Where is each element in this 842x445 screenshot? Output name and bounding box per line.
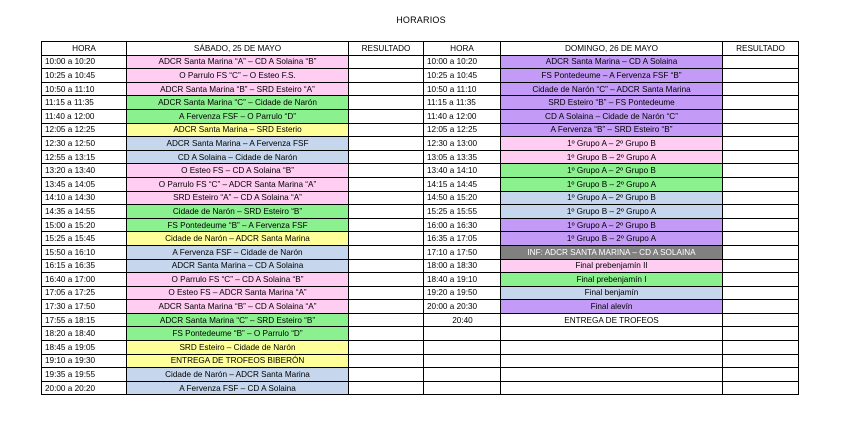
header-result-sunday: RESULTADO xyxy=(723,42,799,56)
sunday-result-cell[interactable] xyxy=(723,96,799,110)
sunday-match-cell: Final prebenjamín I xyxy=(501,273,723,287)
saturday-match-cell: ADCR Santa Marina – CD A Solaina xyxy=(127,259,349,273)
saturday-time-cell: 18:45 a 19:05 xyxy=(42,341,127,355)
sunday-result-cell[interactable] xyxy=(723,109,799,123)
saturday-result-cell[interactable] xyxy=(349,381,424,395)
sunday-match-cell xyxy=(501,368,723,382)
table-row xyxy=(42,381,799,395)
sunday-time-cell xyxy=(424,354,501,368)
sunday-result-cell[interactable] xyxy=(723,273,799,287)
table-row xyxy=(42,150,799,164)
header-hora-sunday: HORA xyxy=(424,42,501,56)
sunday-match-cell: Final prebenjamín II xyxy=(501,259,723,273)
table-row xyxy=(42,177,799,191)
table-row xyxy=(42,218,799,232)
table-row xyxy=(42,341,799,355)
sunday-result-cell[interactable] xyxy=(723,191,799,205)
saturday-result-cell[interactable] xyxy=(349,164,424,178)
saturday-time-cell: 11:15 a 11:35 xyxy=(42,96,127,110)
saturday-match-cell: O Parrulo FS “C” – CD A Solaina “B” xyxy=(127,273,349,287)
table-row xyxy=(42,55,799,69)
table-row xyxy=(42,109,799,123)
saturday-match-cell: O Esteo FS – CD A Solaina “B” xyxy=(127,164,349,178)
sunday-match-cell xyxy=(501,381,723,395)
sunday-time-cell xyxy=(424,341,501,355)
sunday-time-cell: 11:40 a 12:00 xyxy=(424,109,501,123)
saturday-result-cell[interactable] xyxy=(349,109,424,123)
table-row xyxy=(42,245,799,259)
sunday-time-cell: 16:00 a 16:30 xyxy=(424,218,501,232)
sunday-time-cell: 15:25 a 15:55 xyxy=(424,205,501,219)
sunday-time-cell: 12:05 a 12:25 xyxy=(424,123,501,137)
saturday-match-cell: Cidade de Narón – ADCR Santa Marina xyxy=(127,232,349,246)
sunday-result-cell[interactable] xyxy=(723,150,799,164)
saturday-match-cell: ADCR Santa Marina “C” – Cidade de Narón xyxy=(127,96,349,110)
saturday-result-cell[interactable] xyxy=(349,137,424,151)
schedule-body xyxy=(42,55,799,395)
saturday-result-cell[interactable] xyxy=(349,69,424,83)
sunday-match-cell xyxy=(501,341,723,355)
sunday-time-cell: 13:40 a 14:10 xyxy=(424,164,501,178)
sunday-result-cell[interactable] xyxy=(723,177,799,191)
table-row xyxy=(42,69,799,83)
saturday-time-cell: 15:50 a 16:10 xyxy=(42,245,127,259)
sunday-time-cell: 17:10 a 17:50 xyxy=(424,245,501,259)
sunday-time-cell: 20:40 xyxy=(424,313,501,327)
saturday-time-cell: 20:00 a 20:20 xyxy=(42,381,127,395)
saturday-result-cell[interactable] xyxy=(349,191,424,205)
table-row xyxy=(42,259,799,273)
sunday-result-cell[interactable] xyxy=(723,69,799,83)
sunday-match-cell xyxy=(501,327,723,341)
saturday-time-cell: 12:30 a 12:50 xyxy=(42,137,127,151)
table-row xyxy=(42,327,799,341)
table-row xyxy=(42,273,799,287)
saturday-match-cell: A Fervenza FSF – CD A Solaina xyxy=(127,381,349,395)
sunday-result-cell[interactable] xyxy=(723,218,799,232)
saturday-time-cell: 10:25 a 10:45 xyxy=(42,69,127,83)
saturday-result-cell[interactable] xyxy=(349,123,424,137)
saturday-result-cell[interactable] xyxy=(349,218,424,232)
sunday-match-cell: 1º Grupo B – 2º Grupo A xyxy=(501,150,723,164)
saturday-result-cell[interactable] xyxy=(349,205,424,219)
sunday-time-cell: 12:30 a 13:00 xyxy=(424,137,501,151)
sunday-match-cell: 1º Grupo A – 2º Grupo B xyxy=(501,137,723,151)
sunday-time-cell: 10:25 a 10:45 xyxy=(424,69,501,83)
table-row xyxy=(42,300,799,314)
sunday-time-cell: 11:15 a 11:35 xyxy=(424,96,501,110)
header-result-saturday: RESULTADO xyxy=(349,42,424,56)
sunday-result-cell[interactable] xyxy=(723,286,799,300)
table-row xyxy=(42,137,799,151)
sunday-time-cell xyxy=(424,368,501,382)
saturday-match-cell: ADCR Santa Marina “C” – SRD Esteiro “B” xyxy=(127,313,349,327)
sunday-time-cell: 18:40 a 19:10 xyxy=(424,273,501,287)
saturday-result-cell[interactable] xyxy=(349,245,424,259)
saturday-time-cell: 17:05 a 17:25 xyxy=(42,286,127,300)
saturday-time-cell: 13:45 a 14:05 xyxy=(42,177,127,191)
saturday-time-cell: 11:40 a 12:00 xyxy=(42,109,127,123)
table-row xyxy=(42,313,799,327)
sunday-time-cell: 10:00 a 10:20 xyxy=(424,55,501,69)
sunday-match-cell: CD A Solaina – Cidade de Narón “C” xyxy=(501,109,723,123)
sunday-match-cell: Final alevín xyxy=(501,300,723,314)
sunday-result-cell[interactable] xyxy=(723,341,799,355)
saturday-time-cell: 18:20 a 18:40 xyxy=(42,327,127,341)
table-row xyxy=(42,96,799,110)
sunday-match-cell: ADCR Santa Marina – CD A Solaina xyxy=(501,55,723,69)
sunday-result-cell[interactable] xyxy=(723,245,799,259)
table-row xyxy=(42,232,799,246)
saturday-time-cell: 15:00 a 15:20 xyxy=(42,218,127,232)
saturday-match-cell: SRD Esteiro – Cidade de Narón xyxy=(127,341,349,355)
saturday-time-cell: 17:30 a 17:50 xyxy=(42,300,127,314)
header-row xyxy=(42,42,799,56)
saturday-match-cell: A Fervenza FSF – O Parrulo “D” xyxy=(127,109,349,123)
saturday-result-cell[interactable] xyxy=(349,55,424,69)
saturday-match-cell: O Parrulo FS “C” – O Esteo F.S. xyxy=(127,69,349,83)
sunday-time-cell xyxy=(424,327,501,341)
header-hora-saturday: HORA xyxy=(42,42,127,56)
table-row xyxy=(42,354,799,368)
saturday-time-cell: 19:35 a 19:55 xyxy=(42,368,127,382)
saturday-match-cell: Cidade de Narón – SRD Esteiro “B” xyxy=(127,205,349,219)
saturday-time-cell: 10:00 a 10:20 xyxy=(42,55,127,69)
saturday-time-cell: 16:40 a 17:00 xyxy=(42,273,127,287)
table-row xyxy=(42,123,799,137)
schedule-table xyxy=(41,41,799,395)
saturday-match-cell: ADCR Santa Marina “B” – SRD Esteiro “A” xyxy=(127,82,349,96)
saturday-time-cell: 17:55 a 18:15 xyxy=(42,313,127,327)
saturday-match-cell: CD A Solaina – Cidade de Narón xyxy=(127,150,349,164)
saturday-result-cell[interactable] xyxy=(349,232,424,246)
saturday-result-cell[interactable] xyxy=(349,286,424,300)
saturday-time-cell: 19:10 a 19:30 xyxy=(42,354,127,368)
sunday-match-cell: 1º Grupo A – 2º Grupo B xyxy=(501,218,723,232)
saturday-time-cell: 10:50 a 11:10 xyxy=(42,82,127,96)
saturday-result-cell[interactable] xyxy=(349,259,424,273)
saturday-result-cell[interactable] xyxy=(349,82,424,96)
sunday-result-cell[interactable] xyxy=(723,55,799,69)
saturday-result-cell[interactable] xyxy=(349,368,424,382)
sunday-result-cell[interactable] xyxy=(723,381,799,395)
saturday-result-cell[interactable] xyxy=(349,341,424,355)
sunday-time-cell: 10:50 a 11:10 xyxy=(424,82,501,96)
saturday-time-cell: 12:05 a 12:25 xyxy=(42,123,127,137)
sunday-result-cell[interactable] xyxy=(723,313,799,327)
table-row xyxy=(42,205,799,219)
saturday-time-cell: 14:35 a 14:55 xyxy=(42,205,127,219)
saturday-result-cell[interactable] xyxy=(349,96,424,110)
saturday-result-cell[interactable] xyxy=(349,273,424,287)
saturday-match-cell: A Fervenza FSF – Cidade de Narón xyxy=(127,245,349,259)
sunday-match-cell xyxy=(501,354,723,368)
table-row xyxy=(42,191,799,205)
sunday-match-cell: 1º Grupo A – 2º Grupo B xyxy=(501,164,723,178)
sunday-result-cell[interactable] xyxy=(723,82,799,96)
saturday-match-cell: Cidade de Narón – ADCR Santa Marina xyxy=(127,368,349,382)
sunday-result-cell[interactable] xyxy=(723,123,799,137)
sunday-match-cell: 1º Grupo B – 2º Grupo A xyxy=(501,232,723,246)
saturday-match-cell: ENTREGA DE TROFEOS BIBERÓN xyxy=(127,354,349,368)
sunday-result-cell[interactable] xyxy=(723,354,799,368)
saturday-time-cell: 12:55 a 13:15 xyxy=(42,150,127,164)
sunday-result-cell[interactable] xyxy=(723,232,799,246)
sunday-match-cell: 1º Grupo B – 2º Grupo A xyxy=(501,205,723,219)
sunday-time-cell: 13:05 a 13:35 xyxy=(424,150,501,164)
saturday-match-cell: ADCR Santa Marina “A” – CD A Solaina “B” xyxy=(127,55,349,69)
saturday-match-cell: O Esteo FS – ADCR Santa Marina “A” xyxy=(127,286,349,300)
sunday-match-cell: A Fervenza “B” – SRD Esteiro “B” xyxy=(501,123,723,137)
sunday-result-cell[interactable] xyxy=(723,164,799,178)
saturday-match-cell: SRD Esteiro “A” – CD A Solaina “A” xyxy=(127,191,349,205)
sunday-match-cell: FS Pontedeume – A Fervenza FSF “B” xyxy=(501,69,723,83)
saturday-match-cell: O Parrulo FS “C” – ADCR Santa Marina “A” xyxy=(127,177,349,191)
sunday-match-cell: 1º Grupo A – 2º Grupo B xyxy=(501,191,723,205)
saturday-result-cell[interactable] xyxy=(349,327,424,341)
sunday-result-cell[interactable] xyxy=(723,259,799,273)
sunday-result-cell[interactable] xyxy=(723,368,799,382)
table-row xyxy=(42,164,799,178)
sunday-result-cell[interactable] xyxy=(723,205,799,219)
header-saturday: SÁBADO, 25 DE MAYO xyxy=(127,42,349,56)
header-sunday: DOMINGO, 26 DE MAYO xyxy=(501,42,723,56)
sunday-time-cell: 16:35 a 17:05 xyxy=(424,232,501,246)
sunday-result-cell[interactable] xyxy=(723,327,799,341)
sunday-time-cell: 20:00 a 20:30 xyxy=(424,300,501,314)
sunday-time-cell: 18:00 a 18:30 xyxy=(424,259,501,273)
sunday-match-cell: SRD Esteiro “B” – FS Pontedeume xyxy=(501,96,723,110)
saturday-match-cell: FS Pontedeume “B” – A Fervenza FSF xyxy=(127,218,349,232)
saturday-match-cell: ADCR Santa Marina “B” – CD A Solaina “A” xyxy=(127,300,349,314)
sunday-match-cell: ENTREGA DE TROFEOS xyxy=(501,313,723,327)
saturday-match-cell: ADCR Santa Marina – SRD Esterio xyxy=(127,123,349,137)
sunday-match-cell: Cidade de Narón “C” – ADCR Santa Marina xyxy=(501,82,723,96)
sunday-time-cell: 14:50 a 15:20 xyxy=(424,191,501,205)
saturday-match-cell: FS Pontedeume “B” – O Parrulo “D” xyxy=(127,327,349,341)
sunday-result-cell[interactable] xyxy=(723,137,799,151)
saturday-time-cell: 16:15 a 16:35 xyxy=(42,259,127,273)
sunday-match-cell: Final benjamín xyxy=(501,286,723,300)
saturday-result-cell[interactable] xyxy=(349,313,424,327)
saturday-result-cell[interactable] xyxy=(349,177,424,191)
sunday-result-cell[interactable] xyxy=(723,300,799,314)
sunday-time-cell xyxy=(424,381,501,395)
saturday-time-cell: 14:10 a 14:30 xyxy=(42,191,127,205)
saturday-match-cell: ADCR Santa Marina – A Fervenza FSF xyxy=(127,137,349,151)
saturday-time-cell: 13:20 a 13:40 xyxy=(42,164,127,178)
sunday-match-cell: INF: ADCR SANTA MARINA – CD A SOLAINA xyxy=(501,245,723,259)
saturday-result-cell[interactable] xyxy=(349,150,424,164)
table-row xyxy=(42,368,799,382)
sunday-time-cell: 19:20 a 19:50 xyxy=(424,286,501,300)
sunday-match-cell: 1º Grupo B – 2º Grupo A xyxy=(501,177,723,191)
table-row xyxy=(42,286,799,300)
saturday-result-cell[interactable] xyxy=(349,354,424,368)
saturday-result-cell[interactable] xyxy=(349,300,424,314)
sunday-time-cell: 14:15 a 14:45 xyxy=(424,177,501,191)
saturday-time-cell: 15:25 a 15:45 xyxy=(42,232,127,246)
table-row xyxy=(42,82,799,96)
page-title: HORARIOS xyxy=(396,15,446,25)
